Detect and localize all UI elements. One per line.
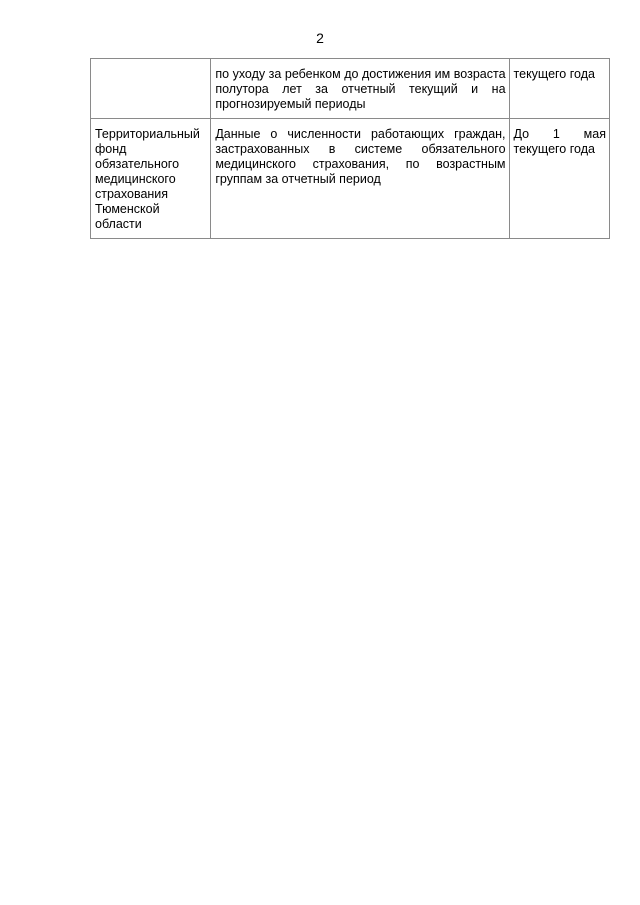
due-date-word: До xyxy=(513,127,530,141)
data-table xyxy=(90,58,610,239)
description-cell xyxy=(211,119,509,239)
table-row xyxy=(91,119,610,239)
due-date-cell xyxy=(509,59,609,119)
organization-text: Территориальный фонд обязательного медицинского страхования Тюменской области xyxy=(95,127,200,231)
organization-cell xyxy=(91,59,211,119)
description-text: по уходу за ребенком до достижения им возраста полутора лет за отчетный текущий и на прогнозируемый периоды xyxy=(215,67,506,111)
organization-cell xyxy=(91,119,211,239)
due-date-word: мая xyxy=(583,127,606,141)
due-date-line-1 xyxy=(514,127,606,142)
due-date-text: текущего года xyxy=(513,67,595,81)
due-date-cell xyxy=(509,119,609,239)
due-date-word: 1 xyxy=(552,127,560,141)
page-number: 2 xyxy=(316,30,324,46)
description-cell xyxy=(211,59,509,119)
due-date-line-2: текущего года xyxy=(513,142,595,156)
table-row xyxy=(91,59,610,119)
description-text: Данные о численности работающих граждан, застрахованных в системе обязательного медицинского страхования, по возрастным группам за отчетный период xyxy=(215,127,506,186)
